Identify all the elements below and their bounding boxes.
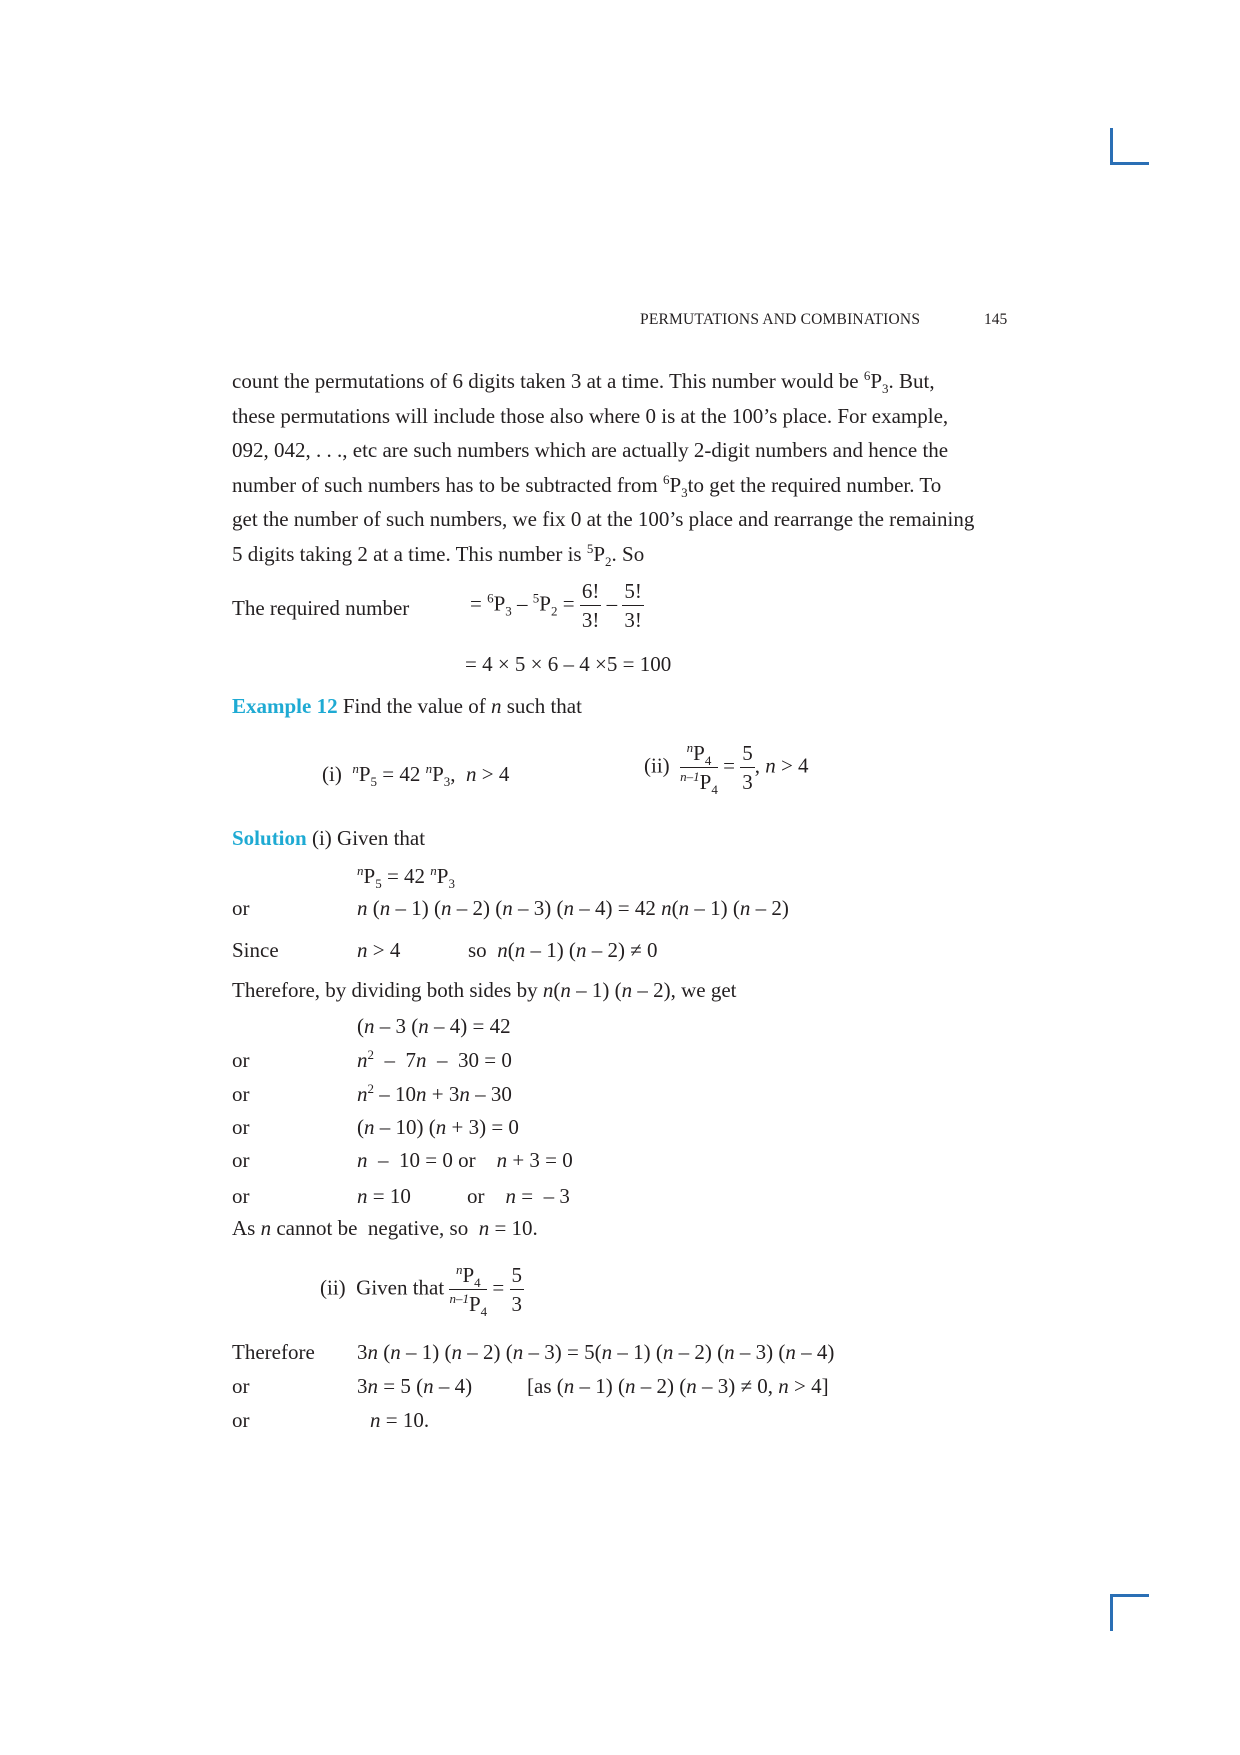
solution-step: 3n (n – 1) (n – 2) (n – 3) = 5(n – 1) (n – 2) (n – 3) (n – 4) (357, 1340, 835, 1364)
required-number-label: The required number (232, 596, 410, 620)
step-lead: or (232, 896, 250, 920)
solution-step: (n – 10) (n + 3) = 0 (357, 1115, 519, 1139)
solution-step: $^nP_5 = 42$ $^nP_3$ (357, 863, 455, 891)
step-lead: or (232, 1148, 250, 1172)
solution-step: n = 10 (357, 1184, 411, 1208)
solution-heading: Solution (i) Given that (232, 826, 426, 850)
example-label: Example 12 (232, 694, 338, 718)
intro-paragraph: count the permutations of 6 digits taken 3 at a time. This number would be $^6P_3$. But, these permutations will include those also where 0 is at the 100’s place. For example, 092, 042, . . ., etc are such numbers which are actually 2-digit numbers and hence the number of such numbers has to be subtracted from $^6P_3to$ get the required number. To get the number of such numbers, we fix 0 at the 100’s place and rearrange the remaining 5 digits taking 2 at a time. This number is $^5P_2$. So (232, 368, 975, 569)
solution-step-extra: so n(n – 1) (n – 2) ≠ 0 (468, 938, 658, 962)
step-lead: Since (232, 938, 279, 962)
solution-label: Solution (232, 826, 307, 850)
crop-mark-top (1110, 128, 1149, 165)
solution-step: Therefore, by dividing both sides by n(n – 1) (n – 2), we get (232, 978, 737, 1002)
step-lead: or (232, 1408, 250, 1432)
solution-step: 3n = 5 (n – 4) (357, 1374, 473, 1398)
solution-step: n – 10 = 0 or n + 3 = 0 (357, 1148, 573, 1172)
solution-step: (n – 3 (n – 4) = 42 (357, 1014, 511, 1038)
example-part-ii: (ii) $\frac{^nP_4}{^{n-1}P_4}$ = $\frac{5}{3}$ , n > 4 (644, 740, 809, 797)
example-heading: Example 12 Find the value of n such that (232, 694, 582, 718)
solution-step: n (n – 1) (n – 2) (n – 3) (n – 4) = 42 n(n – 1) (n – 2) (357, 896, 789, 920)
solution-step-extra: or n = – 3 (467, 1184, 570, 1208)
required-number-result: = 4 × 5 × 6 – 4 ×5 = 100 (465, 652, 672, 676)
solution-conclusion: As n cannot be negative, so n = 10. (232, 1216, 538, 1240)
solution-step-extra: [as (n – 1) (n – 2) (n – 3) ≠ 0, n > 4] (527, 1374, 829, 1398)
solution-part-ii-intro: (ii) Given that $\frac{^nP_4}{^{n-1}P_4}$ = $\frac{5}{3}$ (320, 1262, 522, 1319)
step-lead: Therefore (232, 1340, 315, 1364)
running-head: PERMUTATIONS AND COMBINATIONS (640, 311, 921, 328)
required-number-expression: = $^6P_3 - ^5P_2$ = $\frac{6!}{3!}$ – $\frac{5!}{3!}$ (470, 579, 642, 632)
example-part-i: (i) $^nP_5 = 42$ $^nP_3$, n > 4 (322, 761, 510, 789)
crop-mark-bottom (1110, 1594, 1149, 1631)
solution-step: n = 10. (370, 1408, 430, 1432)
page-number: 145 (984, 311, 1008, 328)
solution-step: n > 4 (357, 938, 401, 962)
step-lead: or (232, 1374, 250, 1398)
step-lead: or (232, 1082, 250, 1106)
step-lead: or (232, 1048, 250, 1072)
solution-step: $n^2 - 10n + 3n - 30$ (357, 1081, 512, 1106)
step-lead: or (232, 1115, 250, 1139)
step-lead: or (232, 1184, 250, 1208)
solution-step: $n^2 - 7n - 30 = 0$ (357, 1047, 512, 1072)
